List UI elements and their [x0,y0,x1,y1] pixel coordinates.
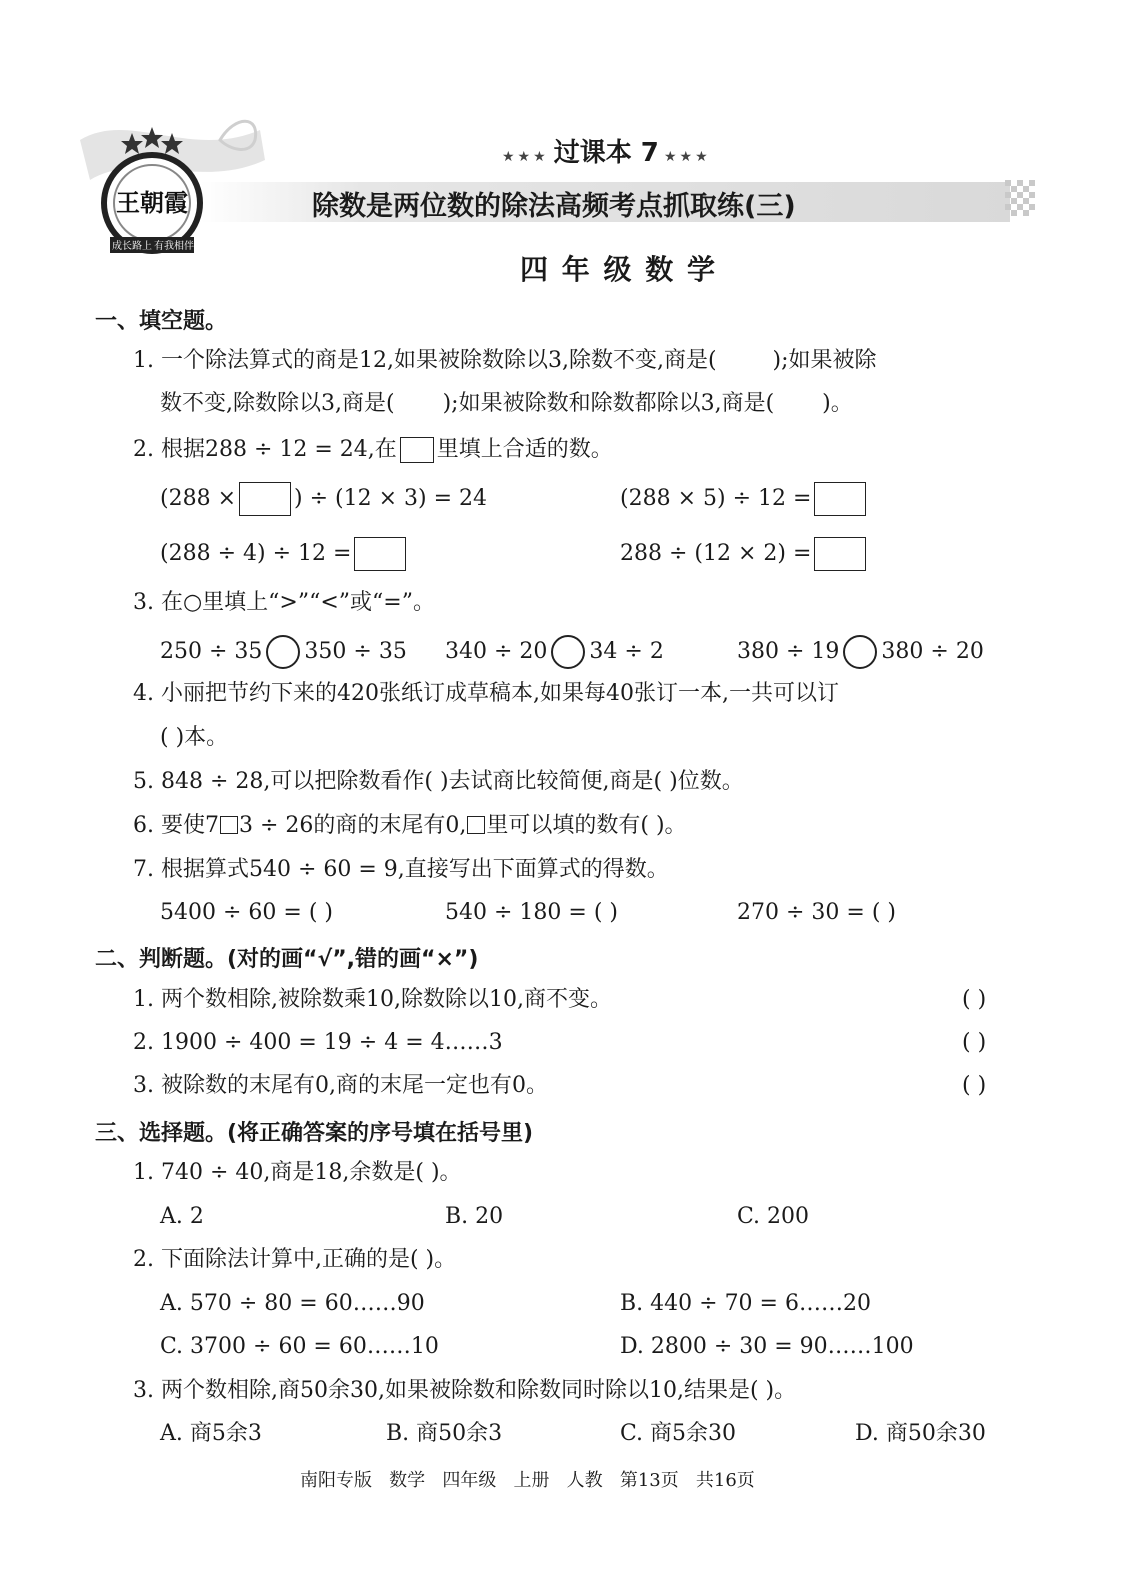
q1-text-e: )。 [822,391,853,416]
q6-line [133,811,687,841]
judge-answer-3[interactable]: ( ) [962,1073,987,1098]
q2-line [133,435,613,465]
q6-text-b: 3 ÷ 26的商的末尾有0, [238,813,467,838]
page-subtitle: 四 年 级 数 学 [520,253,717,286]
wangzhaoxia-logo [92,125,212,255]
logo-slogan-2: 有我相伴 [154,241,194,252]
judge-q3: 3. 被除数的末尾有0,商的末尾一定也有0。 [133,1073,548,1098]
q1-line2 [160,389,853,419]
q3-compare2 [445,635,664,669]
q3-compare1 [160,635,407,669]
q3-text: 3. 在○里填上“>”“<”或“=”。 [133,590,435,615]
logo-name: 王朝霞 [116,188,188,217]
choice-q1-option-b[interactable]: B. 20 [445,1204,504,1229]
q2-text-a: 2. 根据288 ÷ 12 = 24,在 [133,437,397,462]
q2-eq2 [620,482,869,516]
q3-c1-right: 350 ÷ 35 [304,639,407,664]
choice-q2-option-c[interactable]: C. 3700 ÷ 60 = 60……10 [160,1334,439,1359]
checker-decoration [1005,180,1037,224]
judge-q1: 1. 两个数相除,被除数乘10,除数除以10,商不变。 [133,987,612,1012]
q1-text-a: 1. 一个除法算式的商是12,如果被除数除以3,除数不变,商是( [133,348,717,373]
q2-eq1-text-a: (288 × [160,486,237,511]
q3-c1-left: 250 ÷ 35 [160,639,263,664]
choice-q3-option-b[interactable]: B. 商50余3 [386,1421,503,1446]
q1-line1 [133,346,877,376]
choice-q1-option-c[interactable]: C. 200 [737,1204,810,1229]
q2-eq2-text: (288 × 5) ÷ 12 = [620,486,812,511]
square-box-icon [400,437,434,463]
answer-box[interactable] [239,482,291,516]
q2-eq4-text: 288 ÷ (12 × 2) = [620,541,812,566]
page-title: 除数是两位数的除法高频考点抓取练(三) [312,191,796,222]
page-footer: 南阳专版 数学 四年级 上册 人教 第13页 共16页 [300,1470,755,1491]
section2-heading: 二、判断题。(对的画“√”,错的画“×”) [95,947,479,972]
choice-q1: 1. 740 ÷ 40,商是18,余数是( )。 [133,1160,462,1185]
compare-circle[interactable] [551,635,585,669]
q1-text-c: 数不变,除数除以3,商是( [160,391,395,416]
star-icons-right: ★★★ [664,149,711,165]
judge-answer-1[interactable]: ( ) [962,987,987,1012]
judge-answer-2[interactable]: ( ) [962,1030,987,1055]
q2-eq3-text: (288 ÷ 4) ÷ 12 = [160,541,352,566]
answer-box[interactable] [814,482,866,516]
section3-heading: 三、选择题。(将正确答案的序号填在括号里) [95,1121,534,1146]
q3-c3-right: 380 ÷ 20 [881,639,984,664]
q3-c2-left: 340 ÷ 20 [445,639,548,664]
q4-line2: ( )本。 [160,725,229,750]
compare-circle[interactable] [843,635,877,669]
choice-q2: 2. 下面除法计算中,正确的是( )。 [133,1247,457,1272]
q3-c3-left: 380 ÷ 19 [737,639,840,664]
logo-slogan-1: 成长路上 [112,241,152,252]
q1-text-d: );如果被除数和除数都除以3,商是( [442,391,775,416]
q5-text: 5. 848 ÷ 28,可以把除数看作( )去试商比较简便,商是( )位数。 [133,769,744,794]
q6-text-c: 里可以填的数有( )。 [486,813,687,838]
square-box-icon [467,816,485,834]
choice-q3-option-c[interactable]: C. 商5余30 [620,1421,737,1446]
q3-compare3 [737,635,984,669]
lesson-label: 过课本 7 [553,138,659,168]
choice-q3-option-a[interactable]: A. 商5余3 [160,1421,262,1446]
q2-eq4 [620,537,869,571]
star-icons-left: ★★★ [502,149,549,165]
choice-q3: 3. 两个数相除,商50余30,如果被除数和除数同时除以10,结果是( )。 [133,1378,797,1403]
q7-expr-a: 5400 ÷ 60 = ( ) [160,900,333,925]
q2-eq1-text-b: ) ÷ (12 × 3) = 24 [294,486,488,511]
q2-text-b: 里填上合适的数。 [436,437,613,462]
q1-text-b: );如果被除 [772,348,877,373]
q2-eq3 [160,537,409,571]
choice-q2-option-a[interactable]: A. 570 ÷ 80 = 60……90 [160,1291,425,1316]
q7-text: 7. 根据算式540 ÷ 60 = 9,直接写出下面算式的得数。 [133,857,669,882]
q6-text-a: 6. 要使7 [133,813,219,838]
compare-circle[interactable] [266,635,300,669]
q2-eq1 [160,482,487,516]
choice-q1-option-a[interactable]: A. 2 [160,1204,204,1229]
section1-heading: 一、填空题。 [95,309,228,334]
q7-expr-c: 270 ÷ 30 = ( ) [737,900,896,925]
answer-box[interactable] [354,537,406,571]
judge-q2: 2. 1900 ÷ 400 = 19 ÷ 4 = 4……3 [133,1030,503,1055]
choice-q2-option-b[interactable]: B. 440 ÷ 70 = 6……20 [620,1291,871,1316]
choice-q2-option-d[interactable]: D. 2800 ÷ 30 = 90……100 [620,1334,914,1359]
q3-c2-right: 34 ÷ 2 [589,639,664,664]
answer-box[interactable] [814,537,866,571]
choice-q3-option-d[interactable]: D. 商50余30 [855,1421,986,1446]
q7-expr-b: 540 ÷ 180 = ( ) [445,900,618,925]
q4-line1: 4. 小丽把节约下来的420张纸订成草稿本,如果每40张订一本,一共可以订 [133,681,839,706]
lesson-banner [502,132,711,169]
square-box-icon [220,816,238,834]
